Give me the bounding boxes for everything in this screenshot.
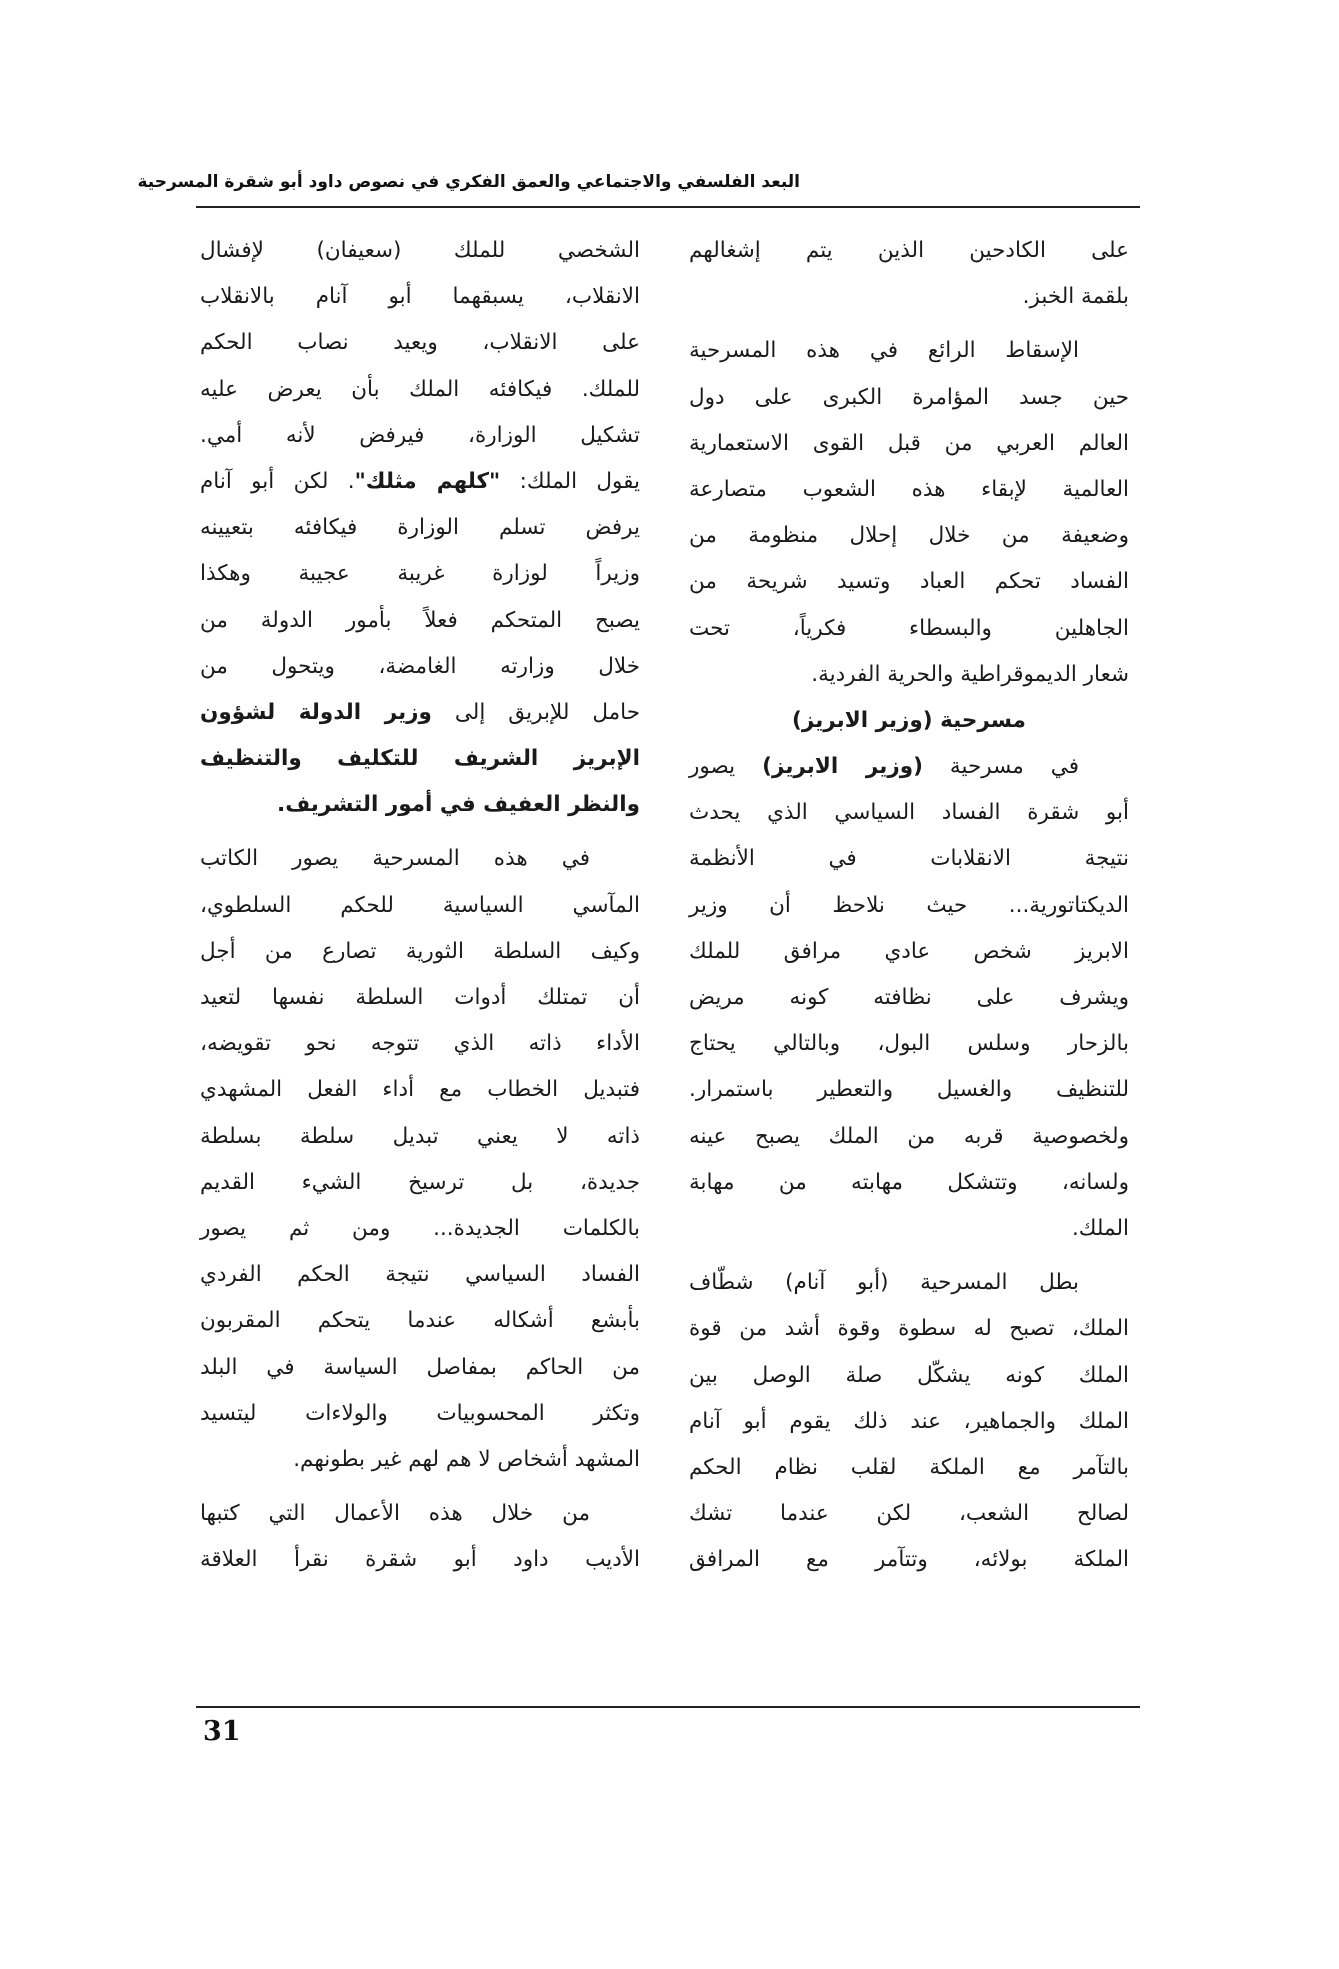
- text-line: المشهد أشخاص لا هم لهم غير بطونهم.: [293, 1446, 640, 1472]
- text-line: حين جسد المؤامرة الكبرى على دول: [689, 384, 1129, 410]
- text-line: لصالح الشعب، لكن عندما تشك: [689, 1501, 1129, 1527]
- text-line: الإسقاط الرائع في هذه المسرحية: [689, 338, 1079, 364]
- text-line: ذاته لا يعني تبديل سلطة بسلطة: [200, 1123, 640, 1149]
- play-title: (وزير الابريز): [762, 754, 923, 780]
- text-line: الفساد تحكم العباد وتسيد شريحة من: [689, 569, 1129, 595]
- text-line: أبو شقرة الفساد السياسي الذي يحدث: [689, 800, 1129, 826]
- text-line: نتيجة الانقلابات في الأنظمة: [689, 846, 1129, 872]
- text-line: فتبديل الخطاب مع أداء الفعل المشهدي: [200, 1077, 640, 1103]
- text-line: العالمية لإبقاء هذه الشعوب متصارعة: [689, 476, 1129, 502]
- text-line: وضعيفة من خلال إحلال منظومة من: [689, 523, 1129, 549]
- text-line: بالتآمر مع الملكة لقلب نظام الحكم: [689, 1454, 1129, 1480]
- paragraph-gap: [689, 320, 1129, 328]
- text-line: للملك. فيكافئه الملك بأن يعرض عليه: [200, 376, 640, 402]
- text-line: يصبح المتحكم فعلاً بأمور الدولة من: [200, 607, 640, 633]
- text-run: يقول الملك:: [500, 468, 640, 494]
- text-line: الملك والجماهير، عند ذلك يقوم أبو آنام: [689, 1408, 1129, 1434]
- text-line: الملك، تصبح له سطوة وقوة أشد من قوة: [689, 1316, 1129, 1342]
- text-line: [200, 690, 640, 736]
- text-line: الابريز شخص عادي مرافق للملك: [689, 938, 1129, 964]
- text-line: الملكة بولائه، وتتآمر مع المرافق: [689, 1547, 1129, 1573]
- page-number: 31: [203, 1716, 241, 1747]
- left-column: [200, 228, 640, 1583]
- text-line: ولخصوصية قربه من الملك يصبح عينه: [689, 1123, 1129, 1149]
- text-line: بطل المسرحية (أبو آنام) شطّاف: [689, 1270, 1079, 1296]
- text-run: في مسرحية: [922, 754, 1080, 780]
- text-line: وكيف السلطة الثورية تصارع من أجل: [200, 938, 640, 964]
- text-run: . لكن أبو آنام: [200, 468, 355, 494]
- text-line: الجاهلين والبسطاء فكرياً، تحت: [689, 615, 1129, 641]
- paragraph-gap: [200, 828, 640, 836]
- text-line: من خلال هذه الأعمال التي كتبها: [200, 1501, 590, 1527]
- text-line: شعار الديموقراطية والحرية الفردية.: [811, 661, 1129, 687]
- ministry-title: وزير الدولة لشؤون: [200, 699, 432, 725]
- text-line: [200, 459, 640, 505]
- text-line: الأديب داود أبو شقرة نقرأ العلاقة: [200, 1547, 640, 1573]
- text-line: الأداء ذاته الذي تتوجه نحو تقويضه،: [200, 1031, 640, 1057]
- text-run: حامل للإبريق إلى: [431, 699, 640, 725]
- text-line: ويشرف على نظافته كونه مريض: [689, 985, 1129, 1010]
- text-line: الملك.: [1071, 1215, 1129, 1241]
- quote: "كلهم مثلك": [354, 468, 501, 494]
- text-line: من الحاكم بمفاصل السياسة في البلد: [200, 1354, 640, 1380]
- text-line: وتكثر المحسوبيات والولاءات ليتسيد: [200, 1400, 640, 1426]
- text-line: [689, 744, 1129, 790]
- right-column: [689, 228, 1129, 1583]
- text-line: بالزحار وسلس البول، وبالتالي يحتاج: [689, 1031, 1129, 1057]
- paragraph-gap: [200, 1483, 640, 1491]
- text-run: يصور: [689, 754, 763, 780]
- text-line: والنظر العفيف في أمور التشريف.: [277, 792, 640, 818]
- text-line: أن تمتلك أدوات السلطة نفسها لتعيد: [200, 985, 640, 1010]
- text-line: الانقلاب، يسبقهما أبو آنام بالانقلاب: [200, 284, 640, 310]
- text-line: الشخصي للملك (سعيفان) لإفشال: [200, 238, 640, 263]
- text-line: يرفض تسلم الوزارة فيكافئه بتعيينه: [200, 515, 640, 541]
- text-line: بأبشع أشكاله عندما يتحكم المقربون: [200, 1308, 640, 1334]
- section-heading: مسرحية (وزير الابريز): [792, 707, 1026, 733]
- text-line: الملك كونه يشكّل صلة الوصل بين: [689, 1362, 1129, 1388]
- text-line: الديكتاتورية... حيث نلاحظ أن وزير: [689, 892, 1129, 918]
- paragraph-gap: [689, 1252, 1129, 1260]
- text-line: ولسانه، وتتشكل مهابته من مهابة: [689, 1169, 1129, 1195]
- footer-divider: [196, 1706, 1140, 1708]
- text-line: الفساد السياسي نتيجة الحكم الفردي: [200, 1262, 640, 1288]
- text-line: تشكيل الوزارة، فيرفض لأنه أمي.: [200, 422, 640, 448]
- text-line: بالكلمات الجديدة... ومن ثم يصور: [200, 1215, 640, 1241]
- text-line: للتنظيف والغسيل والتعطير باستمرار.: [689, 1077, 1129, 1103]
- text-line: خلال وزارته الغامضة، ويتحول من: [200, 653, 640, 679]
- text-line: بلقمة الخبز.: [1022, 284, 1129, 310]
- text-line: جديدة، بل ترسيخ الشيء القديم: [200, 1169, 640, 1195]
- text-line: في هذه المسرحية يصور الكاتب: [200, 846, 590, 872]
- text-line: على الانقلاب، ويعيد نصاب الحكم: [200, 330, 640, 356]
- running-header-title: البعد الفلسفي والاجتماعي والعمق الفكري في نصوص داود أبو شقرة المسرحية: [137, 172, 800, 192]
- text-line: على الكادحين الذين يتم إشغالهم: [689, 238, 1129, 263]
- text-line: وزيراً لوزارة غريبة عجيبة وهكذا: [200, 561, 640, 587]
- text-line: العالم العربي من قبل القوى الاستعمارية: [689, 430, 1129, 456]
- header-divider: [196, 206, 1140, 208]
- text-line: الإبريز الشريف للتكليف والتنظيف: [200, 746, 640, 772]
- text-line: المآسي السياسية للحكم السلطوي،: [200, 892, 640, 918]
